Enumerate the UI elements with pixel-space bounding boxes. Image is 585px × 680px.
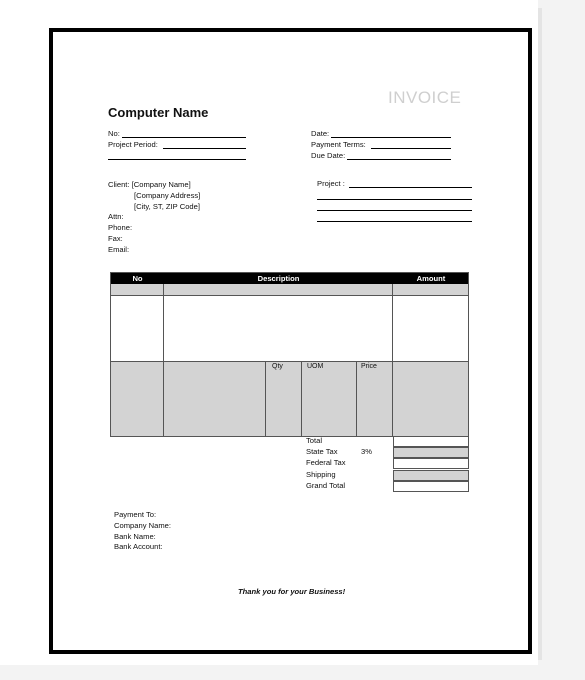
table-shaded-row [111, 284, 468, 295]
column-divider-qty [265, 361, 266, 436]
payment-terms-label: Payment Terms: [311, 140, 366, 149]
bank-name-label: Bank Name: [114, 532, 156, 541]
due-date-field-line[interactable] [347, 159, 451, 160]
project-period-field-line[interactable] [163, 148, 246, 149]
column-divider-uom [301, 361, 302, 436]
grand-total-label: Grand Total [306, 481, 346, 490]
table-header-row [111, 273, 468, 284]
total-label: Total [306, 436, 323, 445]
bank-account-label: Bank Account: [114, 542, 163, 551]
shipping-label: Shipping [306, 470, 336, 479]
email-label: Email: [108, 245, 130, 254]
page-shadow [538, 8, 542, 660]
fax-label: Fax: [108, 234, 123, 243]
phone-label: Phone: [108, 223, 133, 232]
client-address: [Company Address] [134, 191, 201, 200]
column-divider-price [356, 361, 357, 436]
project-period-label: Project Period: [108, 140, 158, 149]
column-header-no: No [132, 274, 143, 283]
project-field-line-3[interactable] [317, 210, 472, 211]
project-field-line-2[interactable] [317, 199, 472, 200]
date-label: Date: [311, 129, 330, 138]
line-items-table [110, 272, 469, 437]
state-tax-value-cell[interactable] [393, 447, 469, 458]
thank-you-note: Thank you for your Business! [238, 587, 346, 596]
project-label: Project : [317, 179, 345, 188]
company-name-heading: Computer Name [108, 105, 209, 120]
row-divider-lower [111, 361, 468, 362]
no-label: No: [108, 129, 120, 138]
client-city: [City, ST, ZIP Code] [134, 202, 200, 211]
row-divider [111, 295, 468, 296]
due-date-label: Due Date: [311, 151, 346, 160]
column-divider-amount [392, 284, 393, 436]
no-field-line[interactable] [122, 137, 246, 138]
project-period-field-line-2[interactable] [108, 159, 246, 160]
attn-label: Attn: [108, 212, 124, 221]
shipping-value-cell[interactable] [393, 470, 469, 481]
table-shaded-block [111, 361, 468, 436]
column-header-amount: Amount [416, 274, 446, 283]
subheader-qty: Qty [272, 363, 283, 370]
grand-total-value-cell[interactable] [393, 481, 469, 492]
subheader-uom: UOM [307, 363, 324, 370]
payment-company-name-label: Company Name: [114, 521, 171, 530]
client-label: Client: [Company Name] [108, 180, 191, 189]
federal-tax-value-cell[interactable] [393, 458, 469, 469]
federal-tax-label: Federal Tax [306, 458, 346, 467]
payment-to-label: Payment To: [114, 510, 157, 519]
date-field-line[interactable] [331, 137, 451, 138]
invoice-title: INVOICE [388, 88, 462, 107]
state-tax-rate: 3% [361, 447, 372, 456]
column-divider-no [163, 284, 164, 436]
payment-terms-field-line[interactable] [371, 148, 451, 149]
project-field-line[interactable] [349, 187, 472, 188]
total-value-cell[interactable] [393, 436, 469, 447]
project-field-line-4[interactable] [317, 221, 472, 222]
subheader-price: Price [361, 363, 377, 370]
state-tax-label: State Tax [306, 447, 338, 456]
column-header-description: Description [257, 274, 300, 283]
